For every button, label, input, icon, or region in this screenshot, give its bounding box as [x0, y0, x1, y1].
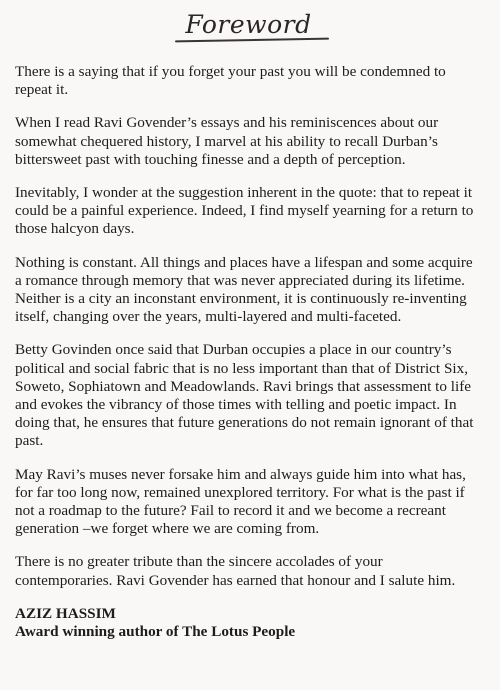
paragraph-6: May Ravi’s muses never forsake him and always guide him into what has, for far too long now, remained unexplored territory. For what is the past if not a roadmap to the future? Fail to record it and we become a recreant generation –we forget where we are coming from. — [15, 465, 466, 538]
paragraph-1: There is a saying that if you forget your past you will be condemned to repeat it. — [15, 63, 446, 99]
title-area — [15, 0, 482, 50]
signature-block — [15, 605, 482, 641]
page-title: Foreword — [181, 10, 315, 41]
paragraph-3: Inevitably, I wonder at the suggestion inherent in the quote: that to repeat it could be a painful experience. Indeed, I find myself yearning for a return to those halcyon days. — [15, 184, 474, 238]
foreword-body — [15, 63, 482, 590]
paragraph-5: Betty Govinden once said that Durban occupies a place in our country’s political and social fabric that is no less important than that of District Six, Soweto, Sophiatown and Meadowlands. Ravi brings that assessment to life and evokes the vibrancy of those times with telling and poetic impact. In doing that, he ensures that future generations do not remain ignorant of that past. — [15, 341, 474, 450]
paragraph-7: There is no greater tribute than the sincere accolades of your contemporaries. Ravi Govender has earned that honour and I salute him. — [15, 553, 456, 589]
author-name: AZIZ HASSIM — [15, 604, 116, 622]
paragraph-4: Nothing is constant. All things and places have a lifespan and some acquire a romance through memory that was never appreciated during its lifetime. Neither is a city an inconstant environment, it is continuously re-inventing itself, changing over the years, multi-layered and multi-faceted. — [15, 253, 473, 326]
paragraph-2: When I read Ravi Govender’s essays and his reminiscences about our somewhat chequered history, I marvel at his ability to recall Durban’s bittersweet past with touching finesse and a depth of perception. — [15, 114, 439, 168]
author-credit: Award winning author of The Lotus People — [15, 622, 296, 640]
